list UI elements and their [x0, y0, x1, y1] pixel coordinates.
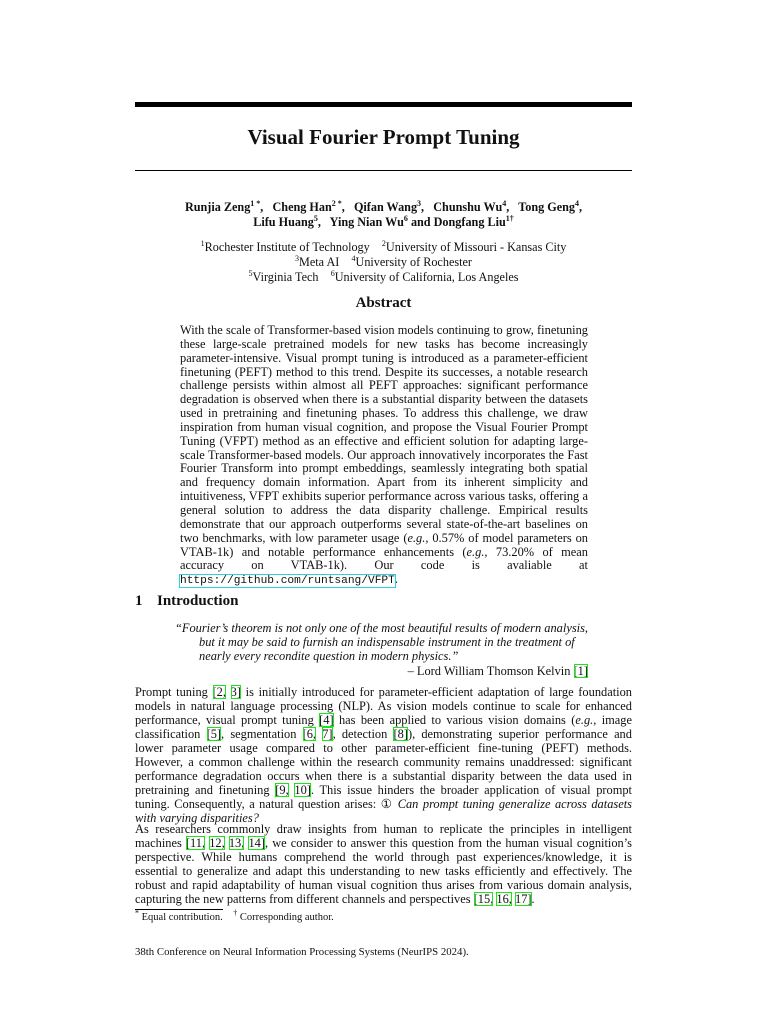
quote-attribution [135, 664, 588, 679]
author-mark: 2 * [331, 198, 342, 208]
citation-link[interactable]: [2, [212, 685, 226, 699]
citation-link[interactable]: [8] [393, 727, 408, 742]
footnote-rule [135, 909, 223, 910]
abstract-text [180, 324, 588, 589]
body-text: , detection [332, 727, 394, 742]
author-name: Runjia Zeng [184, 200, 251, 214]
citation-link[interactable]: [11, [185, 836, 206, 851]
abstract-body: . [394, 572, 398, 587]
body-text: ), demonstrating superior performance and lower parameter usage compared to other parameter-efficient fine-tuning (PEFT) methods. However, a common challenge within the research community remains unaddressed: significant performance degradation occurs when there is a substantial disparity between the data used in pretraining and finetuning [135, 727, 632, 798]
footnote-mark: * [135, 908, 139, 918]
footnotes [135, 908, 334, 923]
epigraph-quote [175, 621, 589, 664]
citation-link[interactable]: [1] [573, 664, 588, 678]
body-text: Prompt tuning [135, 685, 213, 699]
abstract-eg: e.g. [407, 530, 426, 545]
author-mark: 4 [575, 198, 580, 208]
author-mark: 1 * [250, 198, 261, 208]
citation-link[interactable]: [5] [206, 727, 222, 742]
abstract-eg: e.g. [466, 544, 485, 559]
author-mark: 6 [403, 213, 408, 223]
author-name: Qifan Wang [353, 200, 418, 214]
author-list: Runjia Zeng$^{1 *}$, Cheng Han$^{2 *}$, Qifan Wang$^3$, Chunshu Wu$^4$, Tong Geng$^4$, Lifu Huang$^5$, Ying Nian Wu$^6$ and Dongfang Liu$^{1\dagger}$ [184, 198, 583, 229]
affiliation: University of California, Los Angeles [334, 270, 519, 284]
author-name: Ying Nian Wu [329, 215, 404, 229]
author-name: Chunshu Wu [433, 200, 503, 214]
author-name: Cheng Han [272, 200, 332, 214]
citation-link[interactable]: [4] [319, 713, 334, 728]
body-text: , we consider to answer this question from the human visual cognition’s perspective. While humans comprehend the world through past experiences/knowledge, it is essential to generalize and adapt this understanding to new tasks efficiently and effectively. The robust and rapid adaptability of human visual cognition thus arises from various domain analysis, capturing the new patterns from different channels and perspectives [135, 836, 633, 907]
citation-link[interactable]: 10] [294, 783, 311, 798]
citation-link[interactable]: 3] [230, 685, 241, 699]
affiliation: Meta AI [299, 255, 340, 269]
citation-link[interactable]: 14] [248, 836, 265, 851]
author-mark: 3 [417, 198, 422, 208]
footnote-mark: † [233, 908, 238, 918]
attribution-text: – Lord William Thomson Kelvin [407, 664, 574, 678]
author-name: Tong Geng [518, 200, 576, 214]
section-heading [135, 593, 238, 610]
abstract-body: , 73.20% of mean accuracy on VTAB-1k). Our code is avaliable at [180, 544, 588, 573]
citation-link[interactable]: 17] [515, 892, 532, 907]
research-question: Can prompt tuning generalize across datasets with varying disparities? [135, 797, 632, 826]
title-bottom-rule [135, 170, 632, 171]
citation-link[interactable]: 12, [209, 836, 225, 851]
affil-mark: 5 [248, 268, 253, 278]
conference-note: 38th Conference on Neural Information Processing Systems (NeurIPS 2024). [135, 946, 469, 958]
affil-mark: 4 [351, 253, 356, 263]
abstract-body: With the scale of Transformer-based vision models continuing to grow, finetuning these large-scale pretrained models for new tasks has become increasingly parameter-intensive. Visual prompt tuning is introduced as a parameter-efficient finetuning (PEFT) method to this trend. Despite its successes, a notable research challenge persists within almost all PEFT approaches: significant performance degradation is observed when there is a substantial disparity between the datasets used in pretraining and finetuning phases. To address this challenge, we draw inspiration from human visual cognition, and propose the Visual Fourier Prompt Tuning (VFPT) method as an effective and efficient solution for adapting large-scale Transformer-based models. Our approach innovatively incorporates the Fast Fourier Transform into prompt embeddings, seamlessly integrating both spatial and frequency domain information. Apart from its inherent simplicity and intuitiveness, VFPT exhibits superior performance across various tasks, offering a general solution to address the data disparity challenge. Empirical results demonstrate that our approach outperforms several state-of-the-art baselines on two benchmarks, with low parameter usage ( [180, 323, 588, 545]
title-top-rule [135, 102, 632, 107]
footnote-corresponding: Corresponding author. [239, 912, 334, 923]
affiliation: University of Rochester [355, 255, 472, 269]
citation-link[interactable]: 13, [228, 836, 245, 851]
affiliations [135, 240, 632, 285]
affil-mark: 3 [295, 253, 300, 263]
body-text: is initially introduced for parameter-efficient adaptation of large foundation models in natural language processing (NLP). As vision models continue to scale for enhanced performance, visual prompt tuning [135, 685, 632, 728]
abstract-heading: Abstract [355, 295, 412, 311]
quote-line: but it may be said to furnish an indispensable instrument in the treatment of [199, 635, 575, 650]
citation-link[interactable]: [6, [302, 727, 317, 742]
citation-link[interactable]: [9, [275, 783, 289, 798]
footnote-equal: Equal contribution. [141, 912, 223, 923]
author-name: Lifu Huang [253, 215, 314, 229]
citation-link[interactable]: 7] [322, 727, 333, 742]
author-name: and Dongfang Liu [410, 215, 506, 229]
quote-line: “Fourier’s theorem is not only one of the most beautiful results of modern analysis, [175, 621, 589, 635]
author-mark: 1† [505, 213, 514, 223]
body-text: has been applied to various vision domains ( [333, 713, 576, 728]
affil-mark: 6 [330, 268, 335, 278]
code-link[interactable]: https://github.com/runtsang/VFPT [180, 575, 395, 588]
body-text: As researchers commonly draw insights from human to replicate the principles in intelligent machines [135, 822, 632, 851]
paper-title: Visual Fourier Prompt Tuning [247, 125, 520, 149]
body-text: . This issue hinders the broader application of visual prompt tuning. Consequently, a natural question arises: ① [135, 783, 632, 812]
affiliation: University of Missouri - Kansas City [385, 240, 567, 254]
affiliation: Virginia Tech [252, 270, 319, 284]
quote-line: nearly every recondite question in modern physics.” [199, 649, 459, 664]
body-text: , segmentation [221, 727, 303, 742]
author-mark: 4 [502, 198, 507, 208]
section-title: Introduction [157, 593, 239, 609]
section-number: 1 [135, 593, 143, 609]
author-mark: 5 [313, 213, 318, 223]
affil-mark: 2 [381, 238, 386, 248]
citation-link[interactable]: 16, [496, 892, 512, 907]
body-text: , image classification [135, 713, 632, 742]
affiliation: Rochester Institute of Technology [204, 240, 370, 254]
abstract-body: , 0.57% of model parameters on VTAB-1k) and notable performance enhancements ( [180, 530, 588, 559]
body-text-eg: e.g. [575, 713, 594, 728]
intro-paragraph-1 [135, 685, 632, 825]
affil-mark: 1 [200, 238, 205, 248]
citation-link[interactable]: [15, [473, 892, 494, 907]
intro-paragraph-2 [135, 822, 632, 906]
body-text: . [531, 892, 535, 907]
